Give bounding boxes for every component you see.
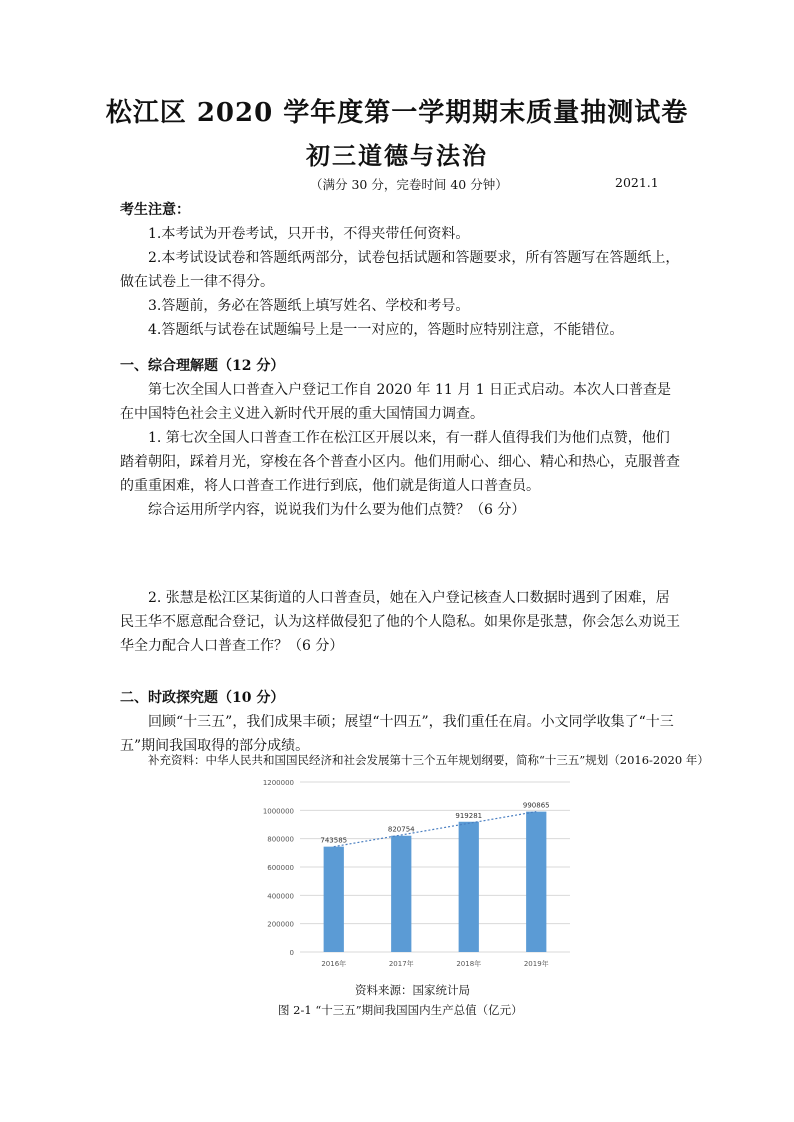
- y-tick-label: 200000: [267, 920, 294, 929]
- notice-item-3: 3.答题前，务必在答题纸上填写姓名、学校和考号。: [148, 298, 470, 314]
- x-tick-label: 2019年: [523, 960, 549, 968]
- section2-heading: 二、时政探究题（10 分）: [120, 690, 285, 706]
- notice-item-1: 1.本考试为开卷考试，只开书，不得夹带任何资料。: [148, 226, 470, 242]
- exam-subtitle: 初三道德与法治: [306, 141, 488, 170]
- question-1-ask: 综合运用所学内容，说说我们为什么要为他们点赞？（6 分）: [148, 502, 526, 518]
- x-tick-label: 2018年: [456, 960, 482, 968]
- y-tick-label: 1200000: [262, 779, 294, 787]
- notice-heading: 考生注意：: [120, 202, 190, 218]
- exam-info: （满分 30 分，完卷时间 40 分钟）: [310, 177, 508, 192]
- gdp-bar-chart: [230, 772, 590, 976]
- trend-line: [334, 812, 537, 847]
- bar: [526, 812, 546, 952]
- y-tick-label: 600000: [267, 864, 294, 872]
- y-tick-label: 0: [289, 949, 294, 957]
- figure-caption: 图 2-1 “十三五”期间我国国内生产总值（亿元）: [278, 1003, 523, 1017]
- y-tick-label: 400000: [267, 892, 294, 901]
- x-tick-label: 2017年: [388, 960, 414, 968]
- data-label: 990865: [522, 801, 550, 810]
- bar: [459, 822, 479, 952]
- data-label: 919281: [455, 811, 483, 820]
- question-1-text: 1. 第七次全国人口普查工作在松江区开展以来，有一群人值得我们为他们点赞，他们踏着朝阳，踩着月光，穿梭在各个普查小区内。他们用耐心、细心、精心和热心，克服普查的重重困难，将人口普查工作进行到底，他们就是街道人口普查员。: [120, 430, 680, 494]
- section2-intro: 回顾“十三五”，我们成果丰硕；展望“十四五”，我们重任在肩。小文同学收集了“十三五”期间我国取得的部分成绩。: [120, 714, 674, 754]
- notice-item-4: 4.答题纸与试卷在试题编号上是一一对应的，答题时应特别注意，不能错位。: [148, 322, 624, 338]
- supplement-note: 补充资料：中华人民共和国国民经济和社会发展第十三个五年规划纲要，简称“十三五”规划（2016-2020 年）: [148, 753, 709, 767]
- y-tick-label: 1000000: [262, 807, 294, 816]
- bar: [324, 847, 344, 952]
- section1-intro: 第七次全国人口普查入户登记工作自 2020 年 11 月 1 日正式启动。本次人口普查是在中国特色社会主义进入新时代开展的重大国情国力调查。: [120, 382, 672, 422]
- notice-item-2: 2.本考试设试卷和答题纸两部分，试卷包括试题和答题要求，所有答题写在答题纸上，做在试卷上一律不得分。: [120, 250, 680, 290]
- x-tick-label: 2016年: [321, 960, 347, 968]
- y-tick-label: 800000: [267, 835, 294, 844]
- section1-heading: 一、综合理解题（12 分）: [120, 358, 285, 374]
- exam-title: 松江区 2020 学年度第一学期期末质量抽测试卷: [105, 98, 689, 128]
- bar: [391, 836, 411, 952]
- data-source: 资料来源：国家统计局: [355, 983, 470, 997]
- exam-date: 2021.1: [615, 175, 659, 190]
- question-2-text: 2. 张慧是松江区某街道的人口普查员，她在入户登记核查人口数据时遇到了困难，居民王华不愿意配合登记，认为这样做侵犯了他的个人隐私。如果你是张慧，你会怎么劝说王华全力配合人口普查工作？（6 分）: [120, 590, 680, 654]
- data-label: 820754: [387, 825, 415, 834]
- data-label: 743585: [320, 836, 348, 845]
